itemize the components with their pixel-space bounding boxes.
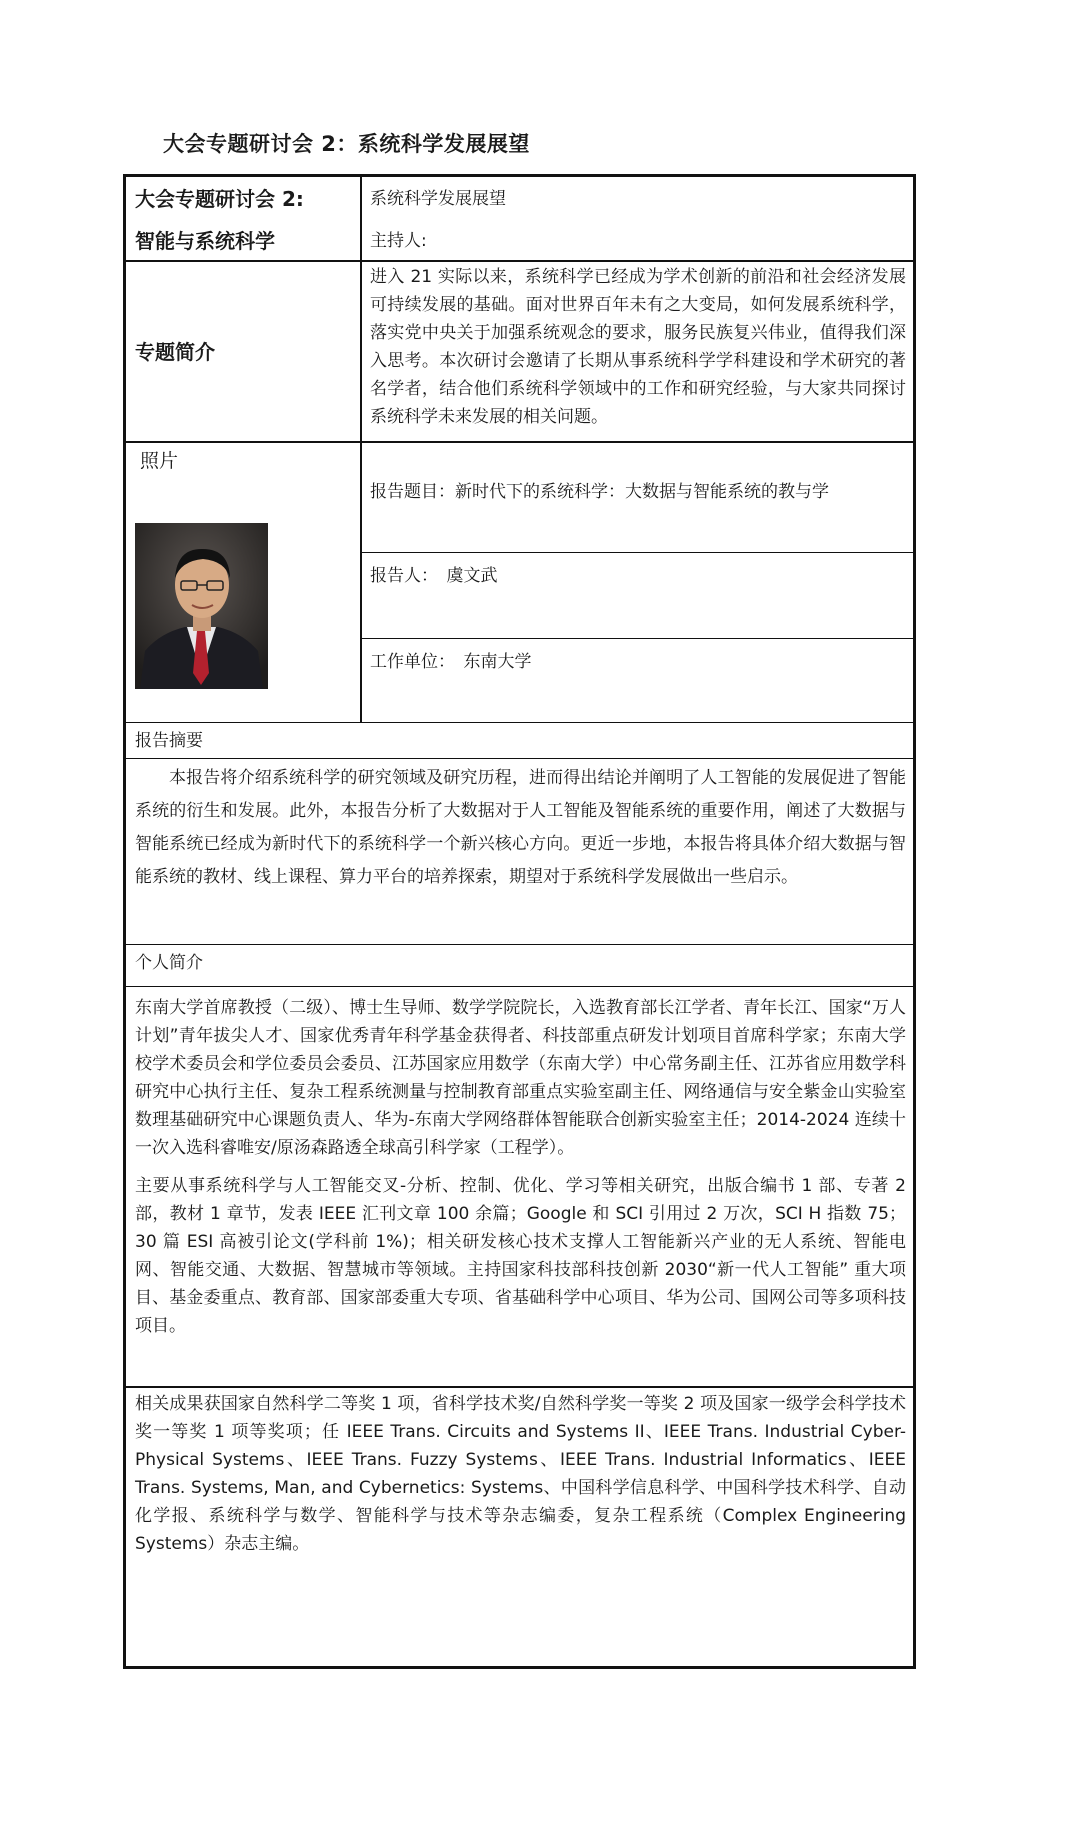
- report-title: 报告题目：新时代下的系统科学：大数据与智能系统的教与学: [370, 482, 829, 502]
- bio-paragraph-3: 相关成果获国家自然科学二等奖 1 项，省科学技术奖/自然科学奖一等奖 2 项及国家一级学会科学技术奖一等奖 1 项等奖项；任 IEEE Trans. Circuits and Systems II、IEEE Trans. Industrial Cyber-Physical Systems、IEEE Trans. Fuzzy Systems、IEEE Trans. Industrial Informatics、IEEE Trans. Systems, Man, and Cybernetics: Systems、中国科学信息科学、中国科学技术科学、自动化学报、系统科学与数学、智能科学与技术等杂志编委，复杂工程系统（Complex Engineering Systems）杂志主编。: [135, 1394, 906, 1554]
- intro-text-cell: [370, 263, 906, 431]
- session-name-line1: 大会专题研讨会 2:: [135, 187, 304, 211]
- abstract-label: 报告摘要: [135, 731, 203, 751]
- photo-label: 照片: [140, 450, 179, 472]
- row-divider: [362, 552, 913, 553]
- speaker-photo: [135, 523, 268, 689]
- session-host: 主持人:: [370, 231, 427, 251]
- reporter-name: 报告人： 虞文武: [370, 566, 498, 586]
- awards-text-cell: [135, 1390, 906, 1558]
- row-divider: [362, 638, 913, 639]
- session-name-cell: [135, 183, 355, 257]
- intro-text: 进入 21 实际以来，系统科学已经成为学术创新的前沿和社会经济发展可持续发展的基础。面对世界百年未有之大变局，如何发展系统科学，落实党中央关于加强系统观念的要求，服务民族复兴伟业，值得我们深入思考。本次研讨会邀请了长期从事系统科学学科建设和学术研究的著名学者，结合他们系统科学领域中的工作和研究经验，与大家共同探讨系统科学未来发展的相关问题。: [370, 267, 906, 427]
- intro-label-text: 专题简介: [135, 340, 215, 364]
- abstract-text: 本报告将介绍系统科学的研究领域及研究历程，进而得出结论并阐明了人工智能的发展促进了智能系统的衍生和发展。此外，本报告分析了大数据对于人工智能及智能系统的重要作用，阐述了大数据与智能系统已经成为新时代下的系统科学一个新兴核心方向。更近一步地，本报告将具体介绍大数据与智能系统的教材、线上课程、算力平台的培养探索，期望对于系统科学发展做出一些启示。: [135, 768, 906, 887]
- intro-label: [135, 336, 215, 365]
- bio-paragraph-1: 东南大学首席教授（二级）、博士生导师、数学学院院长，入选教育部长江学者、青年长江、国家“万人计划”青年拔尖人才、国家优秀青年科学基金获得者、科技部重点研发计划项目首席科学家；东南大学校学术委员会和学位委员会委员、江苏国家应用数学（东南大学）中心常务副主任、江苏省应用数学科研究中心执行主任、复杂工程系统测量与控制教育部重点实验室副主任、网络通信与安全紫金山实验室数理基础研究中心课题负责人、华为-东南大学网络群体智能联合创新实验室主任；2014-2024 连续十一次入选科睿唯安/原汤森路透全球高引科学家（工程学）。: [135, 998, 906, 1158]
- row-divider: [126, 722, 913, 723]
- row-divider: [126, 986, 913, 987]
- report-title-cell: [370, 478, 900, 506]
- bio-label: 个人简介: [135, 953, 203, 973]
- row-divider: [126, 1386, 913, 1388]
- row-divider: [126, 944, 913, 945]
- speaker-affiliation: 工作单位： 东南大学: [370, 652, 532, 672]
- bio-text-cell: [135, 994, 906, 1340]
- reporter-cell: [370, 562, 900, 590]
- abstract-text-cell: [135, 762, 906, 894]
- speaker-portrait-image: [135, 523, 268, 689]
- row-divider: [126, 758, 913, 759]
- bio-paragraph-2: 主要从事系统科学与人工智能交叉-分析、控制、优化、学习等相关研究，出版合编书 1 部、专著 2 部，教材 1 章节，发表 IEEE 汇刊文章 100 余篇；Google 和 SCI 引用过 2 万次，SCI H 指数 75；30 篇 ESI 高被引论文(学科前 1%)；相关研发核心技术支撑人工智能新兴产业的无人系统、智能电网、智能交通、大数据、智慧城市等领域。主持国家科技部科技创新 2030“新一代人工智能” 重大项目、基金委重点、教育部、国家部委重大专项、省基础科学中心项目、华为公司、国网公司等多项科技项目。: [135, 1176, 906, 1336]
- session-topic-cell: [370, 185, 900, 255]
- info-table: [123, 174, 916, 1669]
- row-divider: [126, 260, 913, 262]
- page-title: 大会专题研讨会 2：系统科学发展展望: [163, 132, 530, 156]
- column-divider: [360, 177, 362, 722]
- session-name-line2: 智能与系统科学: [135, 229, 275, 253]
- affiliation-cell: [370, 648, 900, 676]
- session-topic: 系统科学发展展望: [370, 189, 506, 209]
- row-divider: [126, 441, 913, 443]
